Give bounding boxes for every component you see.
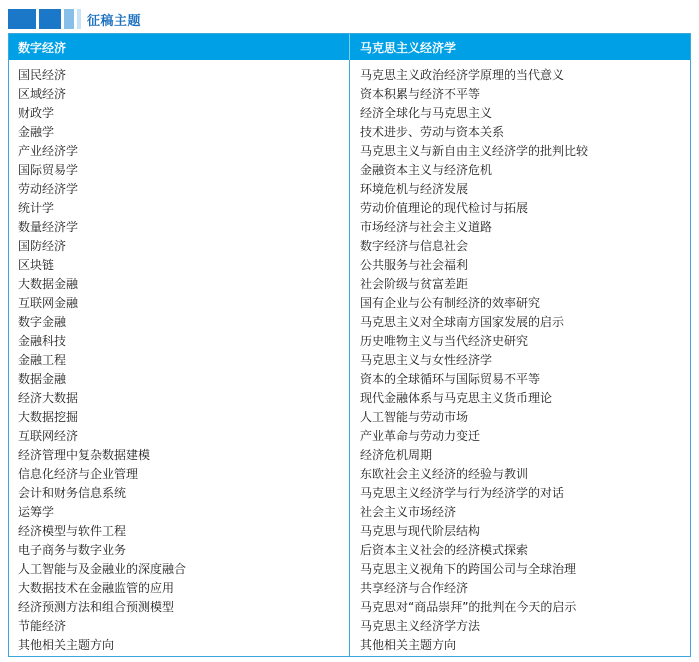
list-item: 历史唯物主义与当代经济史研究 bbox=[360, 334, 529, 348]
list-item: 经济大数据 bbox=[18, 391, 79, 405]
list-item: 现代金融体系与马克思主义货币理论 bbox=[360, 391, 553, 405]
digital-economy-column bbox=[9, 60, 350, 656]
list-item: 国防经济 bbox=[18, 239, 67, 253]
list-item: 数字金融 bbox=[18, 315, 67, 329]
list-item: 劳动价值理论的现代检讨与拓展 bbox=[360, 201, 529, 215]
list-item: 马克思主义政治经济学原理的当代意义 bbox=[360, 68, 565, 82]
list-item: 马克思主义与新自由主义经济学的批判比较 bbox=[360, 144, 589, 158]
list-item: 社会主义市场经济 bbox=[360, 505, 457, 519]
list-item: 后资本主义社会的经济模式探索 bbox=[360, 543, 529, 557]
list-item: 资本的全球循环与国际贸易不平等 bbox=[360, 372, 541, 386]
list-item: 互联网金融 bbox=[18, 296, 79, 310]
list-item: 马克思主义对全球南方国家发展的启示 bbox=[360, 315, 565, 329]
list-item: 区域经济 bbox=[18, 87, 67, 101]
list-item: 区块链 bbox=[18, 258, 55, 272]
list-item: 电子商务与数字业务 bbox=[18, 543, 127, 557]
list-item: 人工智能与劳动市场 bbox=[360, 410, 469, 424]
section-title: 征稿主题 bbox=[87, 13, 142, 29]
list-item: 马克思主义经济学方法 bbox=[360, 619, 481, 633]
list-item: 节能经济 bbox=[18, 619, 67, 633]
column-header-marxist-economics: 马克思主义经济学 bbox=[360, 40, 457, 55]
list-item: 资本积累与经济不平等 bbox=[360, 87, 481, 101]
list-item: 国有企业与公有制经济的效率研究 bbox=[360, 296, 541, 310]
list-item: 会计和财务信息系统 bbox=[18, 486, 127, 500]
list-item: 经济全球化与马克思主义 bbox=[360, 106, 493, 120]
list-item: 产业经济学 bbox=[18, 144, 79, 158]
list-item: 经济管理中复杂数据建模 bbox=[18, 448, 151, 462]
list-item: 经济危机周期 bbox=[360, 448, 433, 462]
list-item: 经济预测方法和组合预测模型 bbox=[18, 600, 175, 614]
list-item: 其他相关主题方向 bbox=[360, 638, 457, 652]
list-item: 技术进步、劳动与资本关系 bbox=[360, 125, 505, 139]
list-item: 财政学 bbox=[18, 106, 55, 120]
header-decoration bbox=[39, 9, 61, 29]
list-item: 信息化经济与企业管理 bbox=[18, 467, 139, 481]
header-decoration bbox=[77, 9, 81, 29]
column-header-digital-economy: 数字经济 bbox=[9, 34, 350, 60]
list-item: 产业革命与劳动力变迁 bbox=[360, 429, 481, 443]
list-item: 国民经济 bbox=[18, 68, 67, 82]
list-item: 运筹学 bbox=[18, 505, 55, 519]
list-item: 经济模型与软件工程 bbox=[18, 524, 127, 538]
list-item: 金融工程 bbox=[18, 353, 67, 367]
list-item: 市场经济与社会主义道路 bbox=[360, 220, 493, 234]
marxist-economics-column bbox=[350, 60, 690, 656]
list-item: 统计学 bbox=[18, 201, 55, 215]
list-item: 大数据技术在金融监管的应用 bbox=[18, 581, 175, 595]
header-decoration bbox=[64, 9, 74, 29]
list-item: 马克思与现代阶层结构 bbox=[360, 524, 481, 538]
table-header bbox=[9, 34, 690, 60]
list-item: 数量经济学 bbox=[18, 220, 79, 234]
list-item: 金融资本主义与经济危机 bbox=[360, 163, 493, 177]
list-item: 金融学 bbox=[18, 125, 55, 139]
list-item: 大数据金融 bbox=[18, 277, 79, 291]
list-item: 公共服务与社会福利 bbox=[360, 258, 469, 272]
list-item: 马克思对“商品崇拜”的批判在今天的启示 bbox=[360, 600, 577, 614]
section-header bbox=[8, 8, 141, 30]
list-item: 数据金融 bbox=[18, 372, 67, 386]
list-item: 马克思主义视角下的跨国公司与全球治理 bbox=[360, 562, 577, 576]
list-item: 环境危机与经济发展 bbox=[360, 182, 469, 196]
list-item: 马克思主义与女性经济学 bbox=[360, 353, 493, 367]
list-item: 人工智能与及金融业的深度融合 bbox=[18, 562, 187, 576]
list-item: 大数据挖掘 bbox=[18, 410, 79, 424]
list-item: 劳动经济学 bbox=[18, 182, 79, 196]
header-decoration bbox=[8, 9, 36, 29]
list-item: 金融科技 bbox=[18, 334, 67, 348]
list-item: 互联网经济 bbox=[18, 429, 79, 443]
list-item: 共享经济与合作经济 bbox=[360, 581, 469, 595]
list-item: 马克思主义经济学与行为经济学的对话 bbox=[360, 486, 565, 500]
table-body bbox=[9, 60, 690, 656]
topics-table bbox=[8, 33, 691, 657]
list-item: 国际贸易学 bbox=[18, 163, 79, 177]
list-item: 社会阶级与贫富差距 bbox=[360, 277, 469, 291]
list-item: 东欧社会主义经济的经验与教训 bbox=[360, 467, 529, 481]
list-item: 其他相关主题方向 bbox=[18, 638, 115, 652]
list-item: 数字经济与信息社会 bbox=[360, 239, 469, 253]
